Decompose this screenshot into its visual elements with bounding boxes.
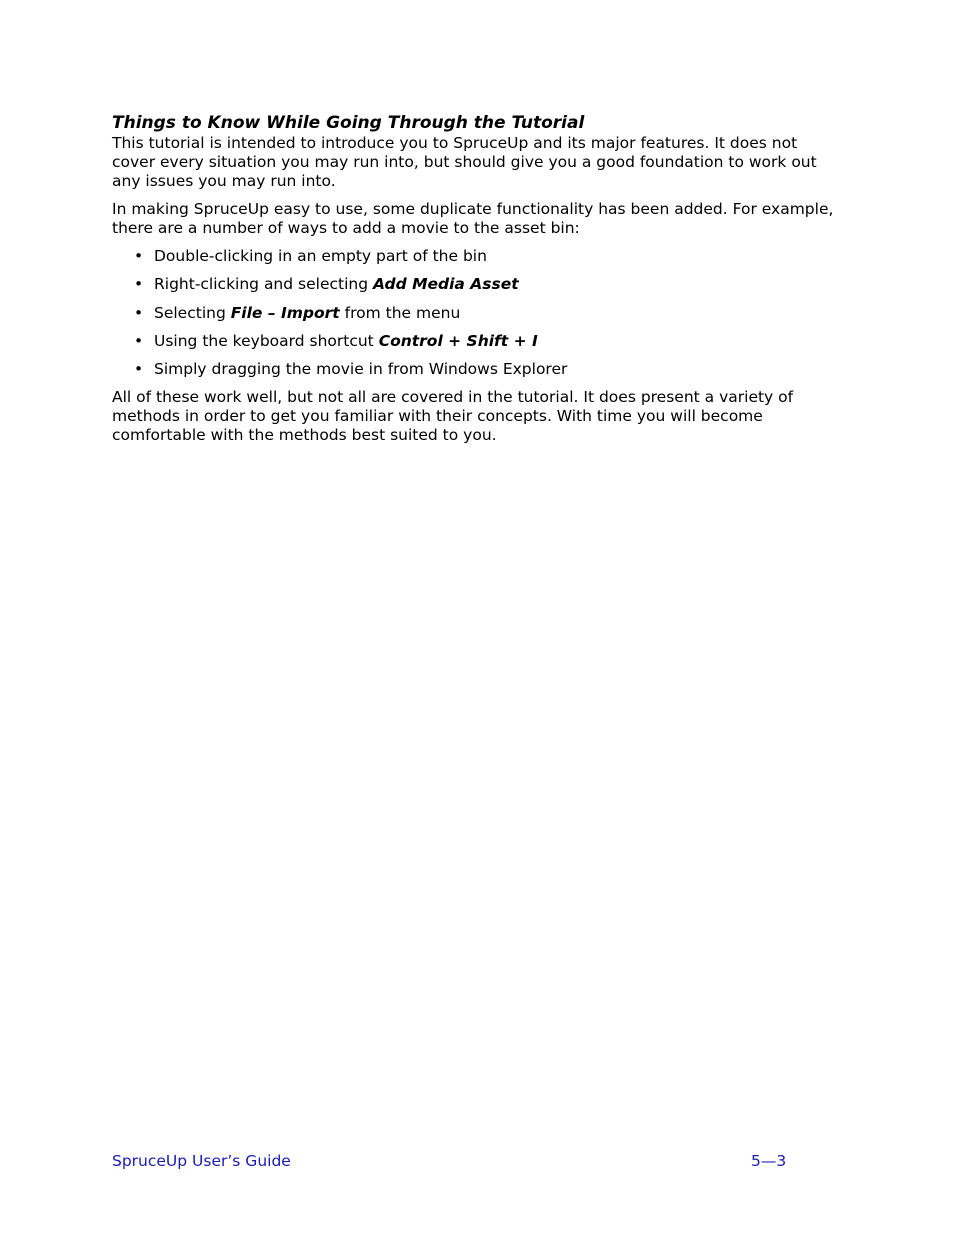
intro-paragraph: This tutorial is intended to introduce you to SpruceUp and its major features. It does not cover every situation you may run into, but should give you a good foundation to work out any issues you may run into. [112,134,817,190]
list-item [112,304,842,323]
item-text: Right-clicking and selecting [154,275,373,294]
closing-paragraph: All of these work well, but not all are covered in the tutorial. It does present a variety of methods in order to get you familiar with their concepts. With time you will become comfortable with the methods best suited to you. [112,388,794,445]
bullet-icon: • [134,360,144,379]
item-emphasis: Add Media Asset [372,275,519,294]
item-text: Selecting [154,303,231,322]
methods-list [112,247,842,379]
section-heading: Things to Know While Going Through the Tutorial [112,113,585,133]
footer-page-number: 5—3 [751,1152,787,1170]
bullet-icon: • [134,275,144,294]
footer-title: SpruceUp User’s Guide [112,1152,291,1170]
item-text: Using the keyboard shortcut [154,331,379,350]
document-body [112,112,842,454]
list-item [112,247,842,266]
bullet-icon: • [134,303,144,322]
bullet-icon: • [134,247,144,265]
item-emphasis: File – Import [230,303,340,322]
list-item [112,360,842,379]
lead-paragraph: In making SpruceUp easy to use, some duplicate functionality has been added. For example, there are a number of ways to add a movie to the asset bin: [112,200,834,237]
list-item [112,275,842,294]
bullet-icon: • [134,331,144,350]
item-emphasis: Control + Shift + I [378,331,538,350]
list-item [112,332,842,351]
item-suffix: from the menu [339,303,461,322]
item-text: Simply dragging the movie in from Windows Explorer [154,360,568,379]
item-text: Double-clicking in an empty part of the bin [154,247,487,265]
